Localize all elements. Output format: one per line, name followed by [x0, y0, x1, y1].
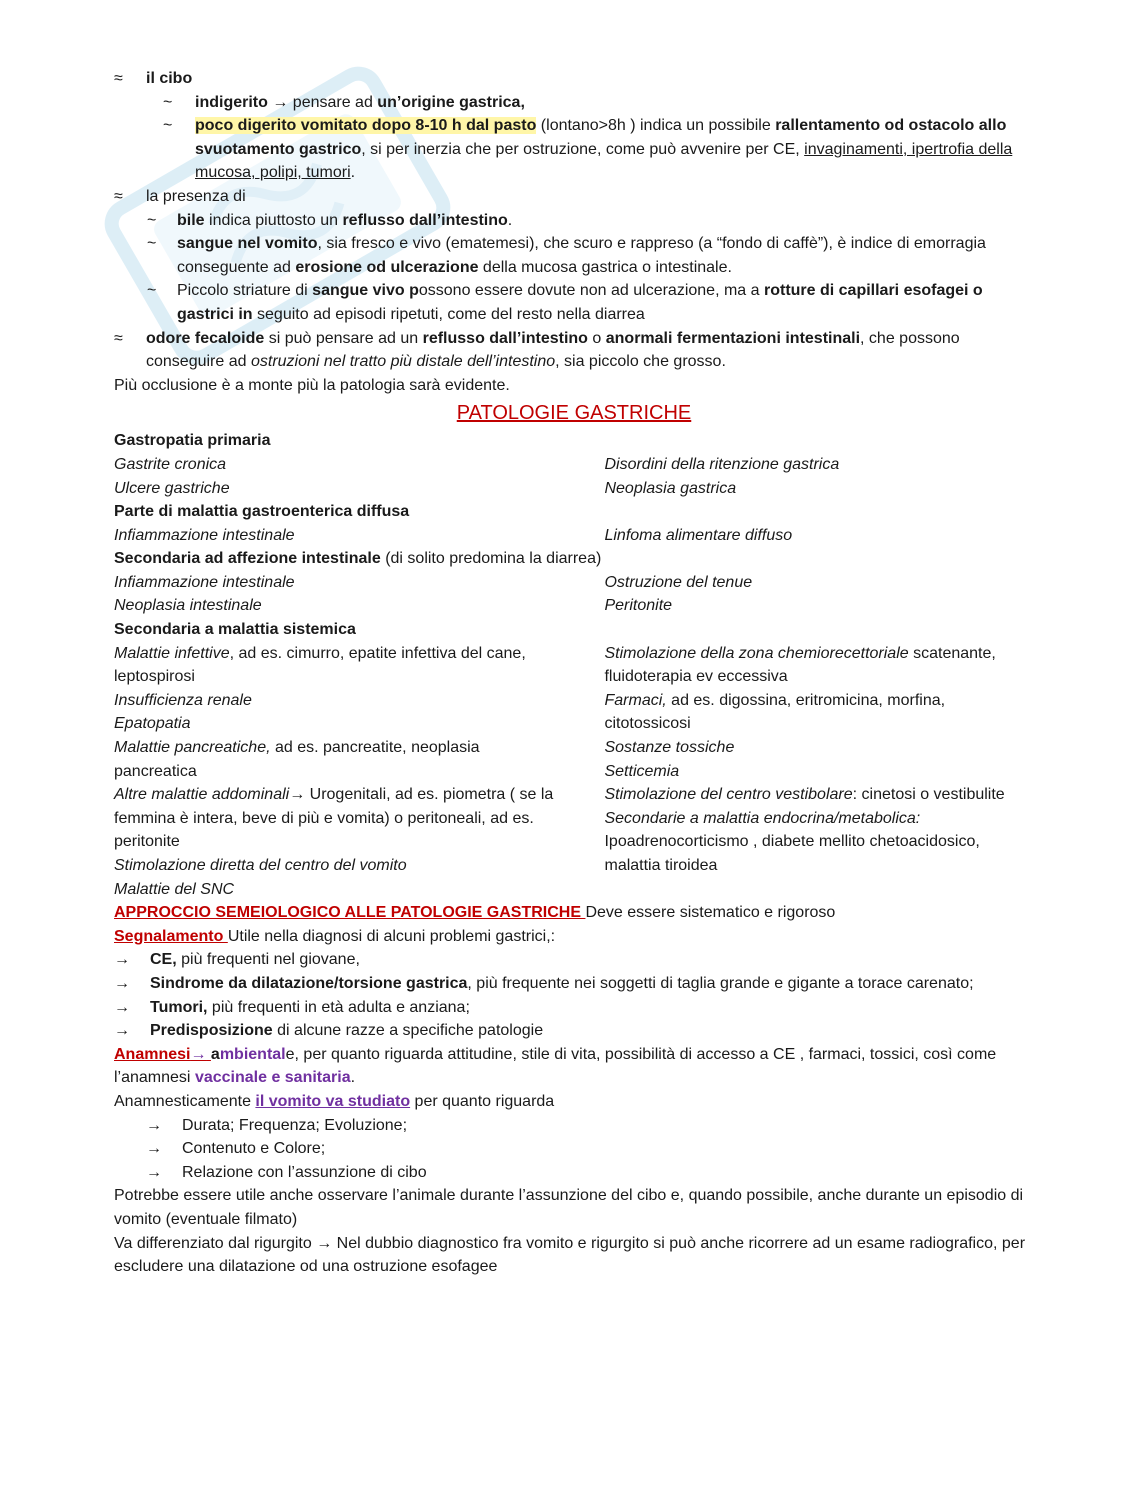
- two-col-row: [114, 477, 1034, 501]
- item-malattie-infettive: [114, 642, 564, 689]
- item-detail: ad es. digossina, eritromicina, morfina, citotossicosi: [604, 691, 946, 733]
- odore-text-3: , che possono conseguire ad: [146, 329, 960, 371]
- vomito-studiato: il vomito va studiato: [255, 1092, 411, 1110]
- approx-bullet-icon: ≈: [114, 70, 123, 87]
- item-ostruzione-tenue: Ostruzione del tenue: [604, 573, 753, 591]
- sangue-text: , sia fresco e vivo (ematemesi), che scuro e rappreso (a “fondo di caffè”), è indice di emorragia conseguente ad: [177, 235, 986, 276]
- right-col: [604, 453, 1034, 477]
- poco-digerito-causes: invaginamenti, ipertrofia della mucosa, polipi, tumori: [195, 140, 1013, 182]
- item-gastrite: Gastrite cronica: [114, 455, 227, 473]
- bile-text: indica piuttosto un: [204, 211, 343, 229]
- odore-ostruzioni: ostruzioni nel tratto più distale dell’intestino: [250, 353, 556, 371]
- section-malattia-diffusa: Parte di malattia gastroenterica diffusa: [114, 503, 410, 521]
- odore-text-2: o: [587, 329, 606, 347]
- anamnesi-line: [114, 1043, 1034, 1090]
- section-affezione-intestinale: [114, 547, 1034, 571]
- item-detail: di alcune razze a specifiche patologie: [272, 1022, 544, 1040]
- item-endocrina: [604, 807, 1034, 831]
- item-detail: più frequenti in età adulta e anziana;: [207, 998, 470, 1016]
- piccolo-rotture: rotture di capillari esofagei o gastrici in: [177, 282, 983, 323]
- arrow-icon: →: [190, 1045, 207, 1063]
- anamnesi-text-1: e, per quanto riguarda attitudine, stile di vita, possibilità di accesso a CE , farmaci, tossici, così come l’anamnesi: [114, 1045, 997, 1087]
- anamnesticamente-line: [114, 1090, 1034, 1114]
- bullet-presenza: [114, 185, 1034, 209]
- indigerito-text: pensare ad: [288, 93, 378, 111]
- arrow-bullet-icon: →: [114, 998, 130, 1016]
- segnalamento-text: Utile nella diagnosi di alcuni problemi gastrici,:: [227, 927, 556, 945]
- item-farmaci: [604, 689, 1034, 736]
- bullet-cibo: [114, 67, 1034, 91]
- segnalamento-item: [114, 1019, 1034, 1043]
- odore-fermentazioni: anormali fermentazioni intestinali: [605, 329, 861, 347]
- item-disordini: Disordini della ritenzione gastrica: [604, 455, 840, 473]
- two-col-row: [114, 453, 1034, 477]
- two-col-row: [114, 594, 1034, 618]
- segnalamento-item: [114, 972, 1034, 996]
- indigerito-origin: un’origine gastrica,: [377, 93, 525, 111]
- item-term: Stimolazione della zona chemiorecettoriale: [604, 644, 909, 662]
- item-detail: scatenante, fluidoterapia ev eccessiva: [604, 644, 996, 686]
- approccio-heading: APPROCCIO SEMEIOLOGICO ALLE PATOLOGIE GASTRICHE: [114, 904, 586, 922]
- sistemica-left-col: [114, 642, 604, 902]
- rigurgito-text-1: Va differenziato dal rigurgito: [114, 1234, 317, 1252]
- left-col: [114, 594, 604, 618]
- item-stimolazione-diretta: [114, 854, 564, 878]
- sistemica-columns: [114, 642, 1034, 902]
- page-title: PATOLOGIE GASTRICHE: [456, 402, 692, 425]
- segnalamento-line: [114, 925, 1034, 949]
- item-term: Sostanze tossiche: [604, 739, 735, 757]
- rigurgito-paragraph: [114, 1232, 1034, 1279]
- item-term: Setticemia: [604, 762, 680, 780]
- odore-text-1: si può pensare ad un: [264, 329, 423, 347]
- affezione-note: (di solito predomina la diarrea): [380, 550, 602, 568]
- item-peritonite: Peritonite: [604, 597, 673, 615]
- anamnesticamente-text-1: Anamnesticamente: [114, 1092, 256, 1110]
- arrow-bullet-icon: →: [114, 1022, 130, 1040]
- arrow-icon: →: [289, 786, 306, 804]
- poco-digerito-bold: rallentamento od ostacolo allo svuotamento gastrico: [195, 117, 1007, 158]
- ambientale-a: a: [210, 1045, 220, 1063]
- item-term: Stimolazione diretta del centro del vomito: [114, 857, 407, 874]
- bile-reflux: reflusso dall’intestino: [342, 211, 508, 229]
- item-term: Sindrome da dilatazione/torsione gastrica: [150, 974, 468, 992]
- item-neoplasia-intestinale: Neoplasia intestinale: [114, 597, 262, 615]
- osservare-paragraph: Potrebbe essere utile anche osservare l’animale durante l’assunzione del cibo e, quando possibile, anche durante un episodio di vomito (eventuale filmato): [114, 1187, 1024, 1228]
- section-malattia-sistemica: Secondaria a malattia sistemica: [114, 621, 356, 639]
- anamnesticamente-text-2: per quanto riguarda: [410, 1092, 555, 1110]
- arrow-icon: →: [272, 93, 289, 111]
- anamnesi-end: .: [350, 1069, 356, 1087]
- sangue-erosione: erosione od ulcerazione: [295, 258, 479, 276]
- sangue-term: sangue nel vomito: [177, 235, 318, 253]
- odore-reflux: reflusso dall’intestino: [422, 329, 588, 347]
- anamnesi-label: Anamnesi: [114, 1045, 191, 1063]
- right-col: [604, 594, 1034, 618]
- bile-end: .: [507, 211, 513, 229]
- indigerito-term: indigerito: [195, 93, 268, 111]
- item-epatopatia: [114, 712, 564, 736]
- sub-indigerito: [114, 91, 1034, 115]
- rigurgito-text-2: Nel dubbio diagnostico fra vomito e rigurgito si può anche ricorrere ad un esame radiografico, per escludere una dilatazione od una ostruzione esofagee: [114, 1234, 1026, 1276]
- left-col: [114, 477, 604, 501]
- item-term: Malattie infettive: [114, 644, 230, 662]
- tilde-bullet-icon: ~: [163, 93, 173, 111]
- vomito-sub-text: Contenuto e Colore;: [182, 1140, 326, 1158]
- approx-bullet-icon: ≈: [114, 329, 123, 347]
- right-col: [604, 571, 1034, 595]
- sub-piccolo-striature: [114, 279, 1034, 326]
- item-ulcere: Ulcere gastriche: [114, 479, 230, 497]
- item-term: Malattie del SNC: [114, 880, 235, 898]
- segnalamento-heading: Segnalamento: [114, 927, 228, 945]
- bile-term: bile: [177, 211, 205, 229]
- left-col: [114, 453, 604, 477]
- item-detail: più frequenti nel giovane,: [176, 951, 360, 969]
- item-term: Secondarie a malattia endocrina/metabolica:: [604, 809, 921, 827]
- right-col: [604, 477, 1034, 501]
- two-col-row: [114, 524, 1034, 548]
- arrow-bullet-icon: →: [114, 974, 130, 992]
- occlusione-line: Più occlusione è a monte più la patologia sarà evidente.: [114, 376, 510, 394]
- arrow-bullet-icon: →: [114, 951, 130, 969]
- section-gastropatia-primaria: Gastropatia primaria: [114, 432, 271, 450]
- two-col-row: [114, 571, 1034, 595]
- arrow-bullet-icon: →: [146, 1140, 162, 1158]
- tilde-bullet-icon: ~: [147, 235, 157, 253]
- arrow-bullet-icon: →: [146, 1116, 162, 1134]
- item-term: Predisposizione: [150, 1022, 273, 1040]
- bullet-odore: [114, 327, 1034, 374]
- item-detail: : cinetosi o vestibulite: [852, 786, 1005, 804]
- left-col: [114, 571, 604, 595]
- poco-digerito-text-2: , si per inerzia che per ostruzione, come può avvenire per CE,: [361, 140, 805, 158]
- approccio-line: [114, 901, 1034, 925]
- segnalamento-item: [114, 948, 1034, 972]
- tilde-bullet-icon: ~: [163, 117, 173, 135]
- item-neoplasia-gastrica: Neoplasia gastrica: [604, 479, 737, 497]
- item-detail: Urogenitali, ad es. piometra ( se la femmina è intera, beve di più e vomita) o peritoneali, ad es. peritonite: [114, 786, 554, 851]
- ambientale-term: mbiental: [219, 1045, 286, 1063]
- odore-term: odore fecaloide: [146, 329, 265, 347]
- anamnesi-heading: [114, 1046, 211, 1063]
- item-detail: , ad es. cimurro, epatite infettiva del cane, leptospirosi: [114, 644, 526, 686]
- vomito-sub-item: [114, 1114, 1034, 1138]
- piccolo-text-1: Piccolo striature di: [177, 282, 313, 300]
- segnalamento-item: [114, 996, 1034, 1020]
- cibo-label: il cibo: [146, 70, 193, 87]
- sub-bile: [114, 209, 1034, 233]
- vomito-sub-text: Durata; Frequenza; Evoluzione;: [182, 1116, 408, 1134]
- arrow-bullet-icon: →: [146, 1163, 162, 1181]
- odore-text-4: , sia piccolo che grosso.: [555, 353, 726, 371]
- sistemica-right-col: [604, 642, 1034, 902]
- poco-digerito-term: poco digerito vomitato dopo 8-10 h dal pasto: [195, 117, 537, 135]
- sub-poco-digerito: [114, 114, 1034, 185]
- item-detail: ad es. pancreatite, neoplasia pancreatica: [114, 739, 480, 780]
- affezione-head: Secondaria ad affezione intestinale: [114, 550, 381, 568]
- piccolo-sangue-vivo: sangue vivo p: [312, 282, 419, 300]
- item-term: Altre malattie addominali: [114, 786, 290, 804]
- sub-sangue: [114, 232, 1034, 279]
- piccolo-text-2: ossono essere dovute non ad ulcerazione, ma a: [418, 282, 764, 300]
- item-insufficienza-renale: [114, 689, 564, 713]
- approccio-text: Deve essere sistematico e rigoroso: [585, 904, 836, 922]
- item-endocrina-detail: Ipoadrenocorticismo , diabete mellito chetoacidosico, malattia tiroidea: [604, 833, 980, 874]
- presenza-label: la presenza di: [146, 187, 246, 205]
- vomito-sub-item: [114, 1161, 1034, 1185]
- item-detail: , più frequente nei soggetti di taglia grande e gigante a torace carenato;: [467, 974, 974, 992]
- item-sostanze-tossiche: [604, 736, 1034, 760]
- item-term: Epatopatia: [114, 715, 191, 733]
- item-term: CE,: [150, 951, 177, 969]
- item-term: Malattie pancreatiche,: [114, 739, 271, 757]
- right-col: [604, 524, 1034, 548]
- item-malattie-pancreatiche: [114, 736, 564, 783]
- piccolo-text-3: seguito ad episodi ripetuti, come del resto nella diarrea: [252, 305, 645, 323]
- tilde-bullet-icon: ~: [147, 282, 157, 300]
- item-term: Stimolazione del centro vestibolare: [604, 786, 853, 804]
- item-setticemia: [604, 760, 1034, 784]
- item-infiammazione: Infiammazione intestinale: [114, 526, 295, 544]
- left-col: [114, 524, 604, 548]
- poco-digerito-end: .: [350, 164, 356, 182]
- sangue-end: della mucosa gastrica o intestinale.: [478, 258, 732, 276]
- item-term: Farmaci,: [604, 691, 667, 709]
- poco-digerito-text-1: (lontano>8h ) indica un possibile: [536, 117, 776, 135]
- item-zona-chemiorecettoriale: [604, 642, 1034, 689]
- item-linfoma: Linfoma alimentare diffuso: [604, 526, 793, 544]
- arrow-icon: →: [316, 1234, 333, 1252]
- item-centro-vestibolare: [604, 783, 1034, 807]
- approx-bullet-icon: ≈: [114, 187, 123, 205]
- item-term: Tumori,: [150, 998, 208, 1016]
- tilde-bullet-icon: ~: [147, 211, 157, 229]
- vaccinale-term: vaccinale e sanitaria: [194, 1069, 351, 1087]
- document-content: [114, 67, 1034, 1279]
- vomito-sub-item: [114, 1137, 1034, 1161]
- item-term: Insufficienza renale: [114, 691, 252, 709]
- item-infiammazione-2: Infiammazione intestinale: [114, 573, 295, 591]
- vomito-sub-text: Relazione con l’assunzione di cibo: [182, 1163, 427, 1181]
- item-malattie-snc: [114, 878, 564, 902]
- item-altre-malattie: [114, 783, 564, 854]
